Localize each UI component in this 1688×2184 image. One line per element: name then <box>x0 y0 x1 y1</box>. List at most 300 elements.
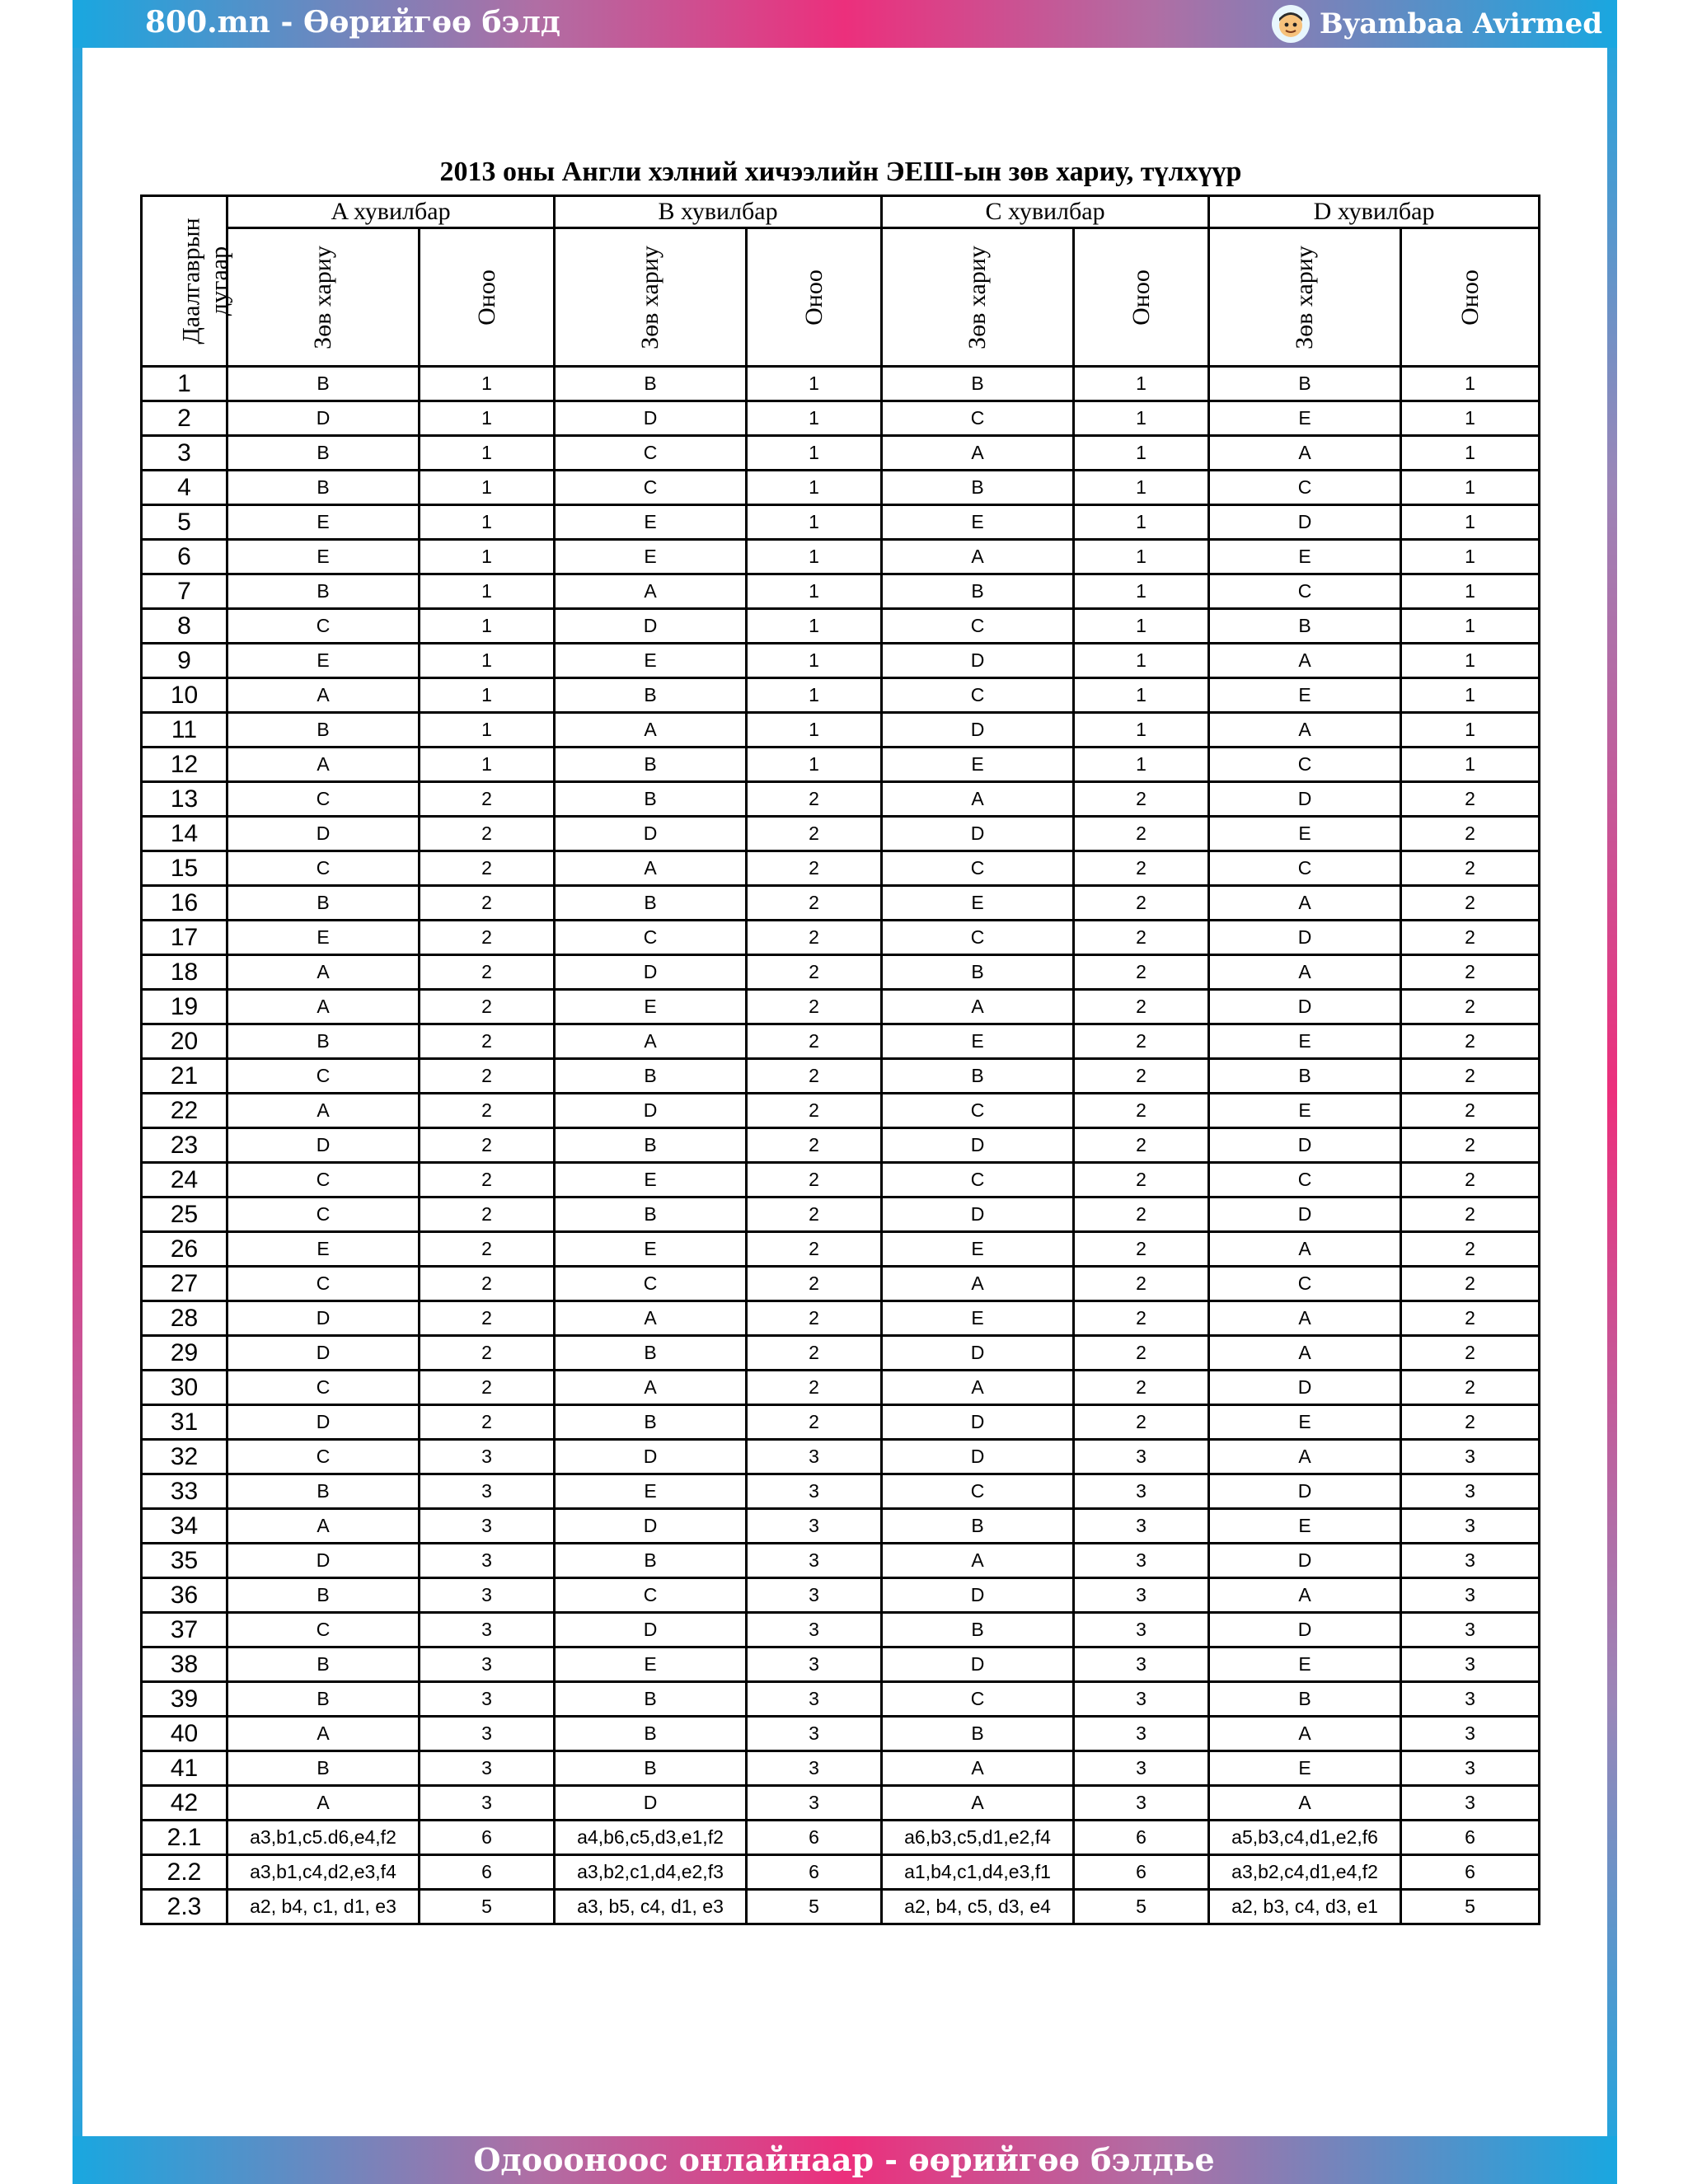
variant-a-answer-cell: A <box>227 748 420 782</box>
variant-b-answer-cell: E <box>555 1647 747 1682</box>
variant-d-score-cell: 1 <box>1401 644 1540 678</box>
variant-d-answer-cell: E <box>1209 1647 1401 1682</box>
variant-d-answer-cell: a3,b2,c4,d1,e4,f2 <box>1209 1855 1401 1890</box>
table-row <box>142 1751 1540 1786</box>
variant-b-score-cell: 1 <box>747 367 882 401</box>
variant-a-score-cell: 2 <box>420 1094 555 1128</box>
variant-d-answer-cell: A <box>1209 713 1401 748</box>
variant-b-score-cell: 2 <box>747 1128 882 1163</box>
variant-d-answer-cell: B <box>1209 609 1401 644</box>
task-number-cell: 38 <box>142 1647 227 1682</box>
variant-c-score-cell: 2 <box>1074 1267 1209 1301</box>
variant-a-answer-cell: A <box>227 1509 420 1544</box>
task-number-cell: 32 <box>142 1440 227 1474</box>
variant-c-answer-cell: B <box>882 955 1074 990</box>
variant-c-answer-cell: C <box>882 851 1074 886</box>
table-row <box>142 1128 1540 1163</box>
task-number-cell: 30 <box>142 1371 227 1405</box>
table-row <box>142 1232 1540 1267</box>
variant-c-score-cell: 2 <box>1074 921 1209 955</box>
variant-b-score-cell: 1 <box>747 401 882 436</box>
variant-b-answer-cell: E <box>555 644 747 678</box>
variant-a-answer-cell: C <box>227 1371 420 1405</box>
variant-a-score-cell: 2 <box>420 1163 555 1197</box>
variant-b-score-cell: 2 <box>747 955 882 990</box>
task-number-cell: 42 <box>142 1786 227 1821</box>
variant-b-answer-cell: B <box>555 1717 747 1751</box>
variant-d-score-cell: 3 <box>1401 1751 1540 1786</box>
variant-d-score-cell: 6 <box>1401 1821 1540 1855</box>
variant-b-answer-cell: E <box>555 505 747 540</box>
variant-c-answer-cell: D <box>882 644 1074 678</box>
variant-d-answer-cell: C <box>1209 851 1401 886</box>
variant-c-score-cell: 1 <box>1074 713 1209 748</box>
variant-d-answer-cell: C <box>1209 1163 1401 1197</box>
variant-c-score-cell: 3 <box>1074 1751 1209 1786</box>
variant-d-header: D хувилбар <box>1209 196 1540 228</box>
variant-b-score-cell: 1 <box>747 609 882 644</box>
variant-d-score-cell: 3 <box>1401 1509 1540 1544</box>
table-row <box>142 505 1540 540</box>
task-number-cell: 11 <box>142 713 227 748</box>
variant-a-score-cell: 2 <box>420 1128 555 1163</box>
variant-d-answer-cell: E <box>1209 1405 1401 1440</box>
task-number-cell: 20 <box>142 1024 227 1059</box>
variant-d-answer-cell: D <box>1209 1197 1401 1232</box>
variant-c-score-cell: 3 <box>1074 1786 1209 1821</box>
table-row <box>142 1405 1540 1440</box>
task-number-cell: 25 <box>142 1197 227 1232</box>
task-number-cell: 2 <box>142 401 227 436</box>
variant-d-score-cell: 2 <box>1401 1024 1540 1059</box>
variant-b-score-cell: 3 <box>747 1751 882 1786</box>
variant-d-answer-cell: A <box>1209 1336 1401 1371</box>
variant-d-score-cell: 2 <box>1401 851 1540 886</box>
task-number-cell: 35 <box>142 1544 227 1578</box>
variant-b-answer-cell: A <box>555 1301 747 1336</box>
variant-c-answer-cell: D <box>882 713 1074 748</box>
variant-a-answer-cell: A <box>227 1094 420 1128</box>
variant-c-answer-cell: C <box>882 1682 1074 1717</box>
variant-d-score-cell: 2 <box>1401 817 1540 851</box>
variant-b-answer-cell: D <box>555 1440 747 1474</box>
variant-d-score-cell: 2 <box>1401 1336 1540 1371</box>
variant-b-answer-cell: B <box>555 782 747 817</box>
task-number-cell: 39 <box>142 1682 227 1717</box>
table-row <box>142 1197 1540 1232</box>
variant-a-answer-cell: a2, b4, c1, d1, e3 <box>227 1890 420 1924</box>
variant-b-score-header: Оноо <box>747 228 882 367</box>
variant-b-answer-cell: E <box>555 1232 747 1267</box>
task-number-cell: 7 <box>142 574 227 609</box>
variant-b-score-cell: 1 <box>747 436 882 471</box>
variant-c-answer-cell: E <box>882 886 1074 921</box>
variant-b-score-cell: 6 <box>747 1821 882 1855</box>
variant-c-answer-cell: A <box>882 990 1074 1024</box>
variant-c-score-cell: 2 <box>1074 1405 1209 1440</box>
variant-c-score-cell: 2 <box>1074 782 1209 817</box>
task-number-cell: 12 <box>142 748 227 782</box>
variant-c-score-cell: 3 <box>1074 1474 1209 1509</box>
variant-c-score-cell: 3 <box>1074 1647 1209 1682</box>
variant-d-score-cell: 3 <box>1401 1474 1540 1509</box>
variant-c-answer-cell: A <box>882 1786 1074 1821</box>
variant-c-score-cell: 3 <box>1074 1544 1209 1578</box>
variant-a-score-cell: 3 <box>420 1474 555 1509</box>
variant-c-score-cell: 1 <box>1074 609 1209 644</box>
variant-c-score-cell: 3 <box>1074 1578 1209 1613</box>
task-number-cell: 10 <box>142 678 227 713</box>
variant-b-answer-cell: D <box>555 1509 747 1544</box>
variant-a-score-cell: 2 <box>420 1371 555 1405</box>
variant-b-answer-cell: B <box>555 367 747 401</box>
variant-a-score-cell: 2 <box>420 1024 555 1059</box>
variant-b-score-cell: 1 <box>747 713 882 748</box>
variant-b-answer-cell: A <box>555 713 747 748</box>
variant-d-answer-cell: B <box>1209 1059 1401 1094</box>
task-number-cell: 19 <box>142 990 227 1024</box>
variant-d-answer-header: Зөв хариу <box>1209 228 1401 367</box>
task-number-cell: 8 <box>142 609 227 644</box>
variant-d-score-cell: 2 <box>1401 990 1540 1024</box>
variant-a-score-cell: 2 <box>420 1232 555 1267</box>
variant-b-score-cell: 3 <box>747 1786 882 1821</box>
table-row <box>142 1613 1540 1647</box>
task-number-cell: 6 <box>142 540 227 574</box>
task-number-cell: 2.2 <box>142 1855 227 1890</box>
variant-d-answer-cell: D <box>1209 921 1401 955</box>
table-row <box>142 1544 1540 1578</box>
variant-a-answer-cell: E <box>227 540 420 574</box>
variant-a-answer-cell: B <box>227 367 420 401</box>
variant-c-answer-cell: E <box>882 1232 1074 1267</box>
table-row <box>142 1855 1540 1890</box>
table-row <box>142 1094 1540 1128</box>
variant-d-score-cell: 2 <box>1401 1163 1540 1197</box>
variant-a-score-cell: 1 <box>420 574 555 609</box>
variant-d-score-cell: 2 <box>1401 1371 1540 1405</box>
variant-b-answer-cell: B <box>555 1059 747 1094</box>
variant-a-answer-cell: B <box>227 574 420 609</box>
variant-a-answer-cell: B <box>227 886 420 921</box>
task-number-cell: 37 <box>142 1613 227 1647</box>
variant-c-score-cell: 3 <box>1074 1717 1209 1751</box>
variant-c-score-cell: 1 <box>1074 574 1209 609</box>
variant-c-answer-cell: A <box>882 1544 1074 1578</box>
table-row <box>142 401 1540 436</box>
variant-c-score-cell: 6 <box>1074 1855 1209 1890</box>
variant-c-answer-cell: D <box>882 1578 1074 1613</box>
variant-a-score-cell: 2 <box>420 1405 555 1440</box>
variant-d-answer-cell: D <box>1209 1474 1401 1509</box>
variant-b-answer-cell: B <box>555 1197 747 1232</box>
variant-d-score-cell: 2 <box>1401 955 1540 990</box>
variant-c-score-cell: 1 <box>1074 748 1209 782</box>
variant-b-score-cell: 1 <box>747 644 882 678</box>
site-title[interactable]: 800.mn - Өөрийгөө бэлд <box>145 5 560 40</box>
variant-c-score-header: Оноо <box>1074 228 1209 367</box>
task-number-cell: 17 <box>142 921 227 955</box>
variant-b-answer-cell: B <box>555 886 747 921</box>
variant-c-answer-cell: D <box>882 1336 1074 1371</box>
task-number-cell: 40 <box>142 1717 227 1751</box>
variant-b-answer-cell: D <box>555 1094 747 1128</box>
variant-a-answer-cell: E <box>227 505 420 540</box>
variant-d-answer-cell: A <box>1209 1232 1401 1267</box>
variant-d-score-cell: 6 <box>1401 1855 1540 1890</box>
variant-d-answer-cell: D <box>1209 505 1401 540</box>
task-number-cell: 9 <box>142 644 227 678</box>
author-badge[interactable] <box>1272 5 1602 43</box>
variant-d-answer-cell: A <box>1209 1440 1401 1474</box>
variant-a-score-cell: 1 <box>420 748 555 782</box>
variant-a-score-cell: 2 <box>420 886 555 921</box>
table-row <box>142 1024 1540 1059</box>
variant-a-score-cell: 1 <box>420 678 555 713</box>
variant-d-answer-cell: E <box>1209 401 1401 436</box>
variant-a-answer-cell: C <box>227 1059 420 1094</box>
variant-b-score-cell: 3 <box>747 1647 882 1682</box>
variant-b-score-cell: 2 <box>747 1163 882 1197</box>
variant-b-answer-cell: D <box>555 1786 747 1821</box>
variant-a-score-cell: 1 <box>420 713 555 748</box>
table-row <box>142 1267 1540 1301</box>
variant-b-answer-cell: B <box>555 1544 747 1578</box>
variant-d-answer-cell: C <box>1209 1267 1401 1301</box>
variant-d-answer-cell: B <box>1209 367 1401 401</box>
variant-c-answer-cell: E <box>882 748 1074 782</box>
variant-c-answer-cell: B <box>882 367 1074 401</box>
variant-c-score-cell: 2 <box>1074 817 1209 851</box>
variant-d-score-cell: 3 <box>1401 1647 1540 1682</box>
variant-b-score-cell: 2 <box>747 1232 882 1267</box>
variant-a-answer-cell: D <box>227 1301 420 1336</box>
variant-a-score-cell: 2 <box>420 1336 555 1371</box>
table-row <box>142 990 1540 1024</box>
variant-b-answer-cell: C <box>555 921 747 955</box>
variant-a-answer-cell: D <box>227 1336 420 1371</box>
variant-b-answer-cell: E <box>555 1163 747 1197</box>
task-number-cell: 14 <box>142 817 227 851</box>
variant-a-answer-cell: D <box>227 1405 420 1440</box>
avatar-face-icon <box>1272 5 1310 43</box>
variant-a-score-cell: 2 <box>420 1197 555 1232</box>
variant-c-score-cell: 1 <box>1074 367 1209 401</box>
variant-d-answer-cell: a2, b3, c4, d3, e1 <box>1209 1890 1401 1924</box>
variant-a-answer-cell: a3,b1,c5.d6,e4,f2 <box>227 1821 420 1855</box>
variant-a-score-cell: 2 <box>420 955 555 990</box>
variant-d-answer-cell: E <box>1209 678 1401 713</box>
variant-d-score-cell: 1 <box>1401 436 1540 471</box>
variant-d-score-cell: 1 <box>1401 471 1540 505</box>
variant-c-answer-cell: C <box>882 1163 1074 1197</box>
variant-d-score-cell: 3 <box>1401 1786 1540 1821</box>
variant-a-answer-cell: C <box>227 1267 420 1301</box>
variant-a-answer-cell: A <box>227 990 420 1024</box>
table-row <box>142 851 1540 886</box>
variant-c-answer-cell: D <box>882 817 1074 851</box>
variant-a-score-cell: 1 <box>420 540 555 574</box>
variant-a-score-cell: 3 <box>420 1751 555 1786</box>
variant-b-answer-cell: B <box>555 1336 747 1371</box>
variant-b-score-cell: 5 <box>747 1890 882 1924</box>
task-number-cell: 5 <box>142 505 227 540</box>
variant-d-answer-cell: A <box>1209 1301 1401 1336</box>
variant-c-answer-cell: E <box>882 505 1074 540</box>
variant-b-answer-cell: A <box>555 1024 747 1059</box>
task-number-cell: 2.3 <box>142 1890 227 1924</box>
variant-b-score-cell: 2 <box>747 1405 882 1440</box>
variant-c-answer-cell: a1,b4,c1,d4,e3,f1 <box>882 1855 1074 1890</box>
table-row <box>142 1440 1540 1474</box>
variant-c-answer-cell: A <box>882 782 1074 817</box>
variant-c-answer-cell: C <box>882 609 1074 644</box>
variant-d-answer-cell: D <box>1209 1613 1401 1647</box>
variant-a-score-cell: 1 <box>420 609 555 644</box>
variant-c-score-cell: 5 <box>1074 1890 1209 1924</box>
variant-a-answer-cell: B <box>227 713 420 748</box>
variant-c-score-cell: 1 <box>1074 401 1209 436</box>
variant-a-answer-cell: E <box>227 921 420 955</box>
variant-b-score-cell: 3 <box>747 1509 882 1544</box>
variant-a-answer-cell: C <box>227 609 420 644</box>
variant-b-score-cell: 2 <box>747 990 882 1024</box>
variant-d-score-cell: 1 <box>1401 505 1540 540</box>
variant-c-score-cell: 2 <box>1074 1094 1209 1128</box>
variant-a-answer-cell: C <box>227 1613 420 1647</box>
variant-a-score-cell: 2 <box>420 1267 555 1301</box>
variant-a-answer-cell: B <box>227 1024 420 1059</box>
variant-d-answer-cell: A <box>1209 886 1401 921</box>
variant-b-answer-cell: D <box>555 401 747 436</box>
variant-d-answer-cell: D <box>1209 782 1401 817</box>
variant-b-answer-cell: a3, b5, c4, d1, e3 <box>555 1890 747 1924</box>
variant-b-answer-header: Зөв хариу <box>555 228 747 367</box>
variant-d-score-cell: 2 <box>1401 1405 1540 1440</box>
table-row <box>142 678 1540 713</box>
variant-b-answer-cell: B <box>555 1405 747 1440</box>
variant-b-score-cell: 2 <box>747 1301 882 1336</box>
variant-d-answer-cell: E <box>1209 1509 1401 1544</box>
variant-a-answer-cell: B <box>227 1647 420 1682</box>
variant-a-score-cell: 1 <box>420 644 555 678</box>
variant-d-answer-cell: E <box>1209 1751 1401 1786</box>
variant-b-answer-cell: B <box>555 1751 747 1786</box>
variant-c-score-cell: 2 <box>1074 1163 1209 1197</box>
variant-a-answer-cell: E <box>227 1232 420 1267</box>
variant-d-answer-cell: A <box>1209 1786 1401 1821</box>
variant-a-score-cell: 2 <box>420 851 555 886</box>
variant-b-score-cell: 2 <box>747 851 882 886</box>
variant-d-score-cell: 3 <box>1401 1440 1540 1474</box>
variant-a-answer-cell: C <box>227 851 420 886</box>
variant-b-score-cell: 2 <box>747 817 882 851</box>
footer-slogan[interactable]: Одоооноос онлайнаар - өөрийгөө бэлдье <box>473 2141 1215 2178</box>
variant-b-score-cell: 1 <box>747 678 882 713</box>
table-row <box>142 1509 1540 1544</box>
variant-c-answer-cell: B <box>882 1717 1074 1751</box>
variant-b-score-cell: 3 <box>747 1474 882 1509</box>
variant-a-score-cell: 2 <box>420 782 555 817</box>
task-number-cell: 2.1 <box>142 1821 227 1855</box>
variant-c-answer-cell: A <box>882 1267 1074 1301</box>
variant-d-score-cell: 1 <box>1401 574 1540 609</box>
variant-a-answer-cell: C <box>227 782 420 817</box>
task-number-cell: 21 <box>142 1059 227 1094</box>
variant-a-score-cell: 2 <box>420 921 555 955</box>
task-number-cell: 28 <box>142 1301 227 1336</box>
table-row <box>142 1717 1540 1751</box>
variant-c-score-cell: 2 <box>1074 990 1209 1024</box>
variant-b-answer-cell: a3,b2,c1,d4,e2,f3 <box>555 1855 747 1890</box>
variant-d-answer-cell: D <box>1209 990 1401 1024</box>
variant-a-answer-cell: D <box>227 817 420 851</box>
variant-a-score-cell: 3 <box>420 1647 555 1682</box>
variant-b-answer-cell: a4,b6,c5,d3,e1,f2 <box>555 1821 747 1855</box>
variant-a-score-cell: 1 <box>420 436 555 471</box>
table-row <box>142 1786 1540 1821</box>
variant-a-answer-cell: B <box>227 436 420 471</box>
variant-d-score-cell: 3 <box>1401 1682 1540 1717</box>
variant-b-score-cell: 1 <box>747 574 882 609</box>
variant-c-answer-cell: A <box>882 1371 1074 1405</box>
variant-d-answer-cell: A <box>1209 436 1401 471</box>
variant-a-answer-cell: E <box>227 644 420 678</box>
variant-d-score-cell: 1 <box>1401 713 1540 748</box>
variant-d-answer-cell: a5,b3,c4,d1,e2,f6 <box>1209 1821 1401 1855</box>
variant-c-answer-cell: A <box>882 540 1074 574</box>
variant-c-header: C хувилбар <box>882 196 1209 228</box>
variant-b-answer-cell: E <box>555 990 747 1024</box>
task-number-cell: 13 <box>142 782 227 817</box>
task-number-cell: 15 <box>142 851 227 886</box>
table-row <box>142 886 1540 921</box>
table-row <box>142 1647 1540 1682</box>
variant-b-answer-cell: C <box>555 436 747 471</box>
variant-a-answer-cell: C <box>227 1440 420 1474</box>
variant-c-answer-cell: D <box>882 1128 1074 1163</box>
variant-c-answer-cell: C <box>882 401 1074 436</box>
variant-d-score-cell: 3 <box>1401 1613 1540 1647</box>
variant-a-score-cell: 3 <box>420 1786 555 1821</box>
task-number-cell: 18 <box>142 955 227 990</box>
variant-c-score-cell: 2 <box>1074 886 1209 921</box>
answer-rows <box>142 367 1540 1924</box>
variant-c-score-cell: 1 <box>1074 436 1209 471</box>
task-number-cell: 31 <box>142 1405 227 1440</box>
variant-c-answer-cell: B <box>882 471 1074 505</box>
variant-d-score-cell: 2 <box>1401 1197 1540 1232</box>
task-number-cell: 3 <box>142 436 227 471</box>
variant-b-answer-cell: D <box>555 817 747 851</box>
variant-b-score-cell: 3 <box>747 1440 882 1474</box>
variant-d-answer-cell: D <box>1209 1544 1401 1578</box>
table-row <box>142 471 1540 505</box>
table-row <box>142 713 1540 748</box>
table-row <box>142 748 1540 782</box>
table-row <box>142 1371 1540 1405</box>
variant-c-score-cell: 2 <box>1074 1371 1209 1405</box>
variant-d-answer-cell: C <box>1209 748 1401 782</box>
variant-b-answer-cell: B <box>555 1682 747 1717</box>
variant-a-score-cell: 3 <box>420 1717 555 1751</box>
variant-a-answer-cell: A <box>227 1717 420 1751</box>
variant-b-score-cell: 3 <box>747 1682 882 1717</box>
variant-d-score-cell: 1 <box>1401 401 1540 436</box>
table-row <box>142 782 1540 817</box>
variant-c-answer-cell: E <box>882 1024 1074 1059</box>
variant-d-answer-cell: A <box>1209 644 1401 678</box>
